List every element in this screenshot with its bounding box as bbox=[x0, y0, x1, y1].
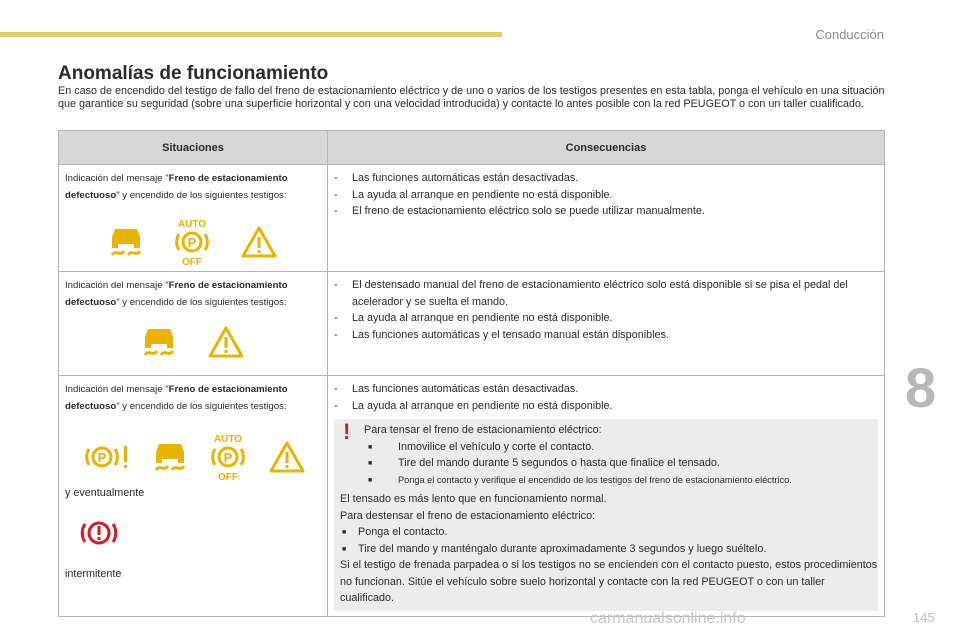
off-label: OFF bbox=[218, 472, 238, 481]
auto-park-brake-icon bbox=[170, 218, 214, 266]
header-accent-bar bbox=[0, 32, 502, 37]
situation-suffix: " y encendido de los siguientes testigos: bbox=[116, 297, 287, 308]
situation-prefix: Indicación del mensaje " bbox=[65, 280, 169, 291]
col-consecuencias: Consecuencias bbox=[328, 131, 885, 165]
consequence-cell bbox=[328, 272, 885, 376]
park-brake-fault-icon bbox=[80, 440, 134, 474]
step-item: ■ Ponga el contacto. bbox=[340, 524, 878, 541]
p-label: P bbox=[223, 450, 233, 465]
situation-cell bbox=[59, 272, 328, 376]
warning-lamps bbox=[65, 325, 321, 359]
list-item: - La ayuda al arranque en pendiente no está disponible. bbox=[334, 187, 878, 204]
situation-prefix: Indicación del mensaje " bbox=[65, 173, 169, 184]
list-item: - Las funciones automáticas están desactivadas. bbox=[334, 170, 878, 187]
list-item: - El destensado manual del freno de estacionamiento eléctrico solo está disponible si se pisa el pedal del acelerador y se suelta el mando. bbox=[334, 277, 878, 310]
release-instructions bbox=[334, 491, 878, 611]
brake-warning-lamp bbox=[79, 516, 321, 556]
table-row bbox=[59, 272, 885, 376]
off-label: OFF bbox=[182, 257, 202, 266]
table-header-row bbox=[59, 131, 885, 165]
p-label: P bbox=[187, 235, 197, 250]
list-item: - La ayuda al arranque en pendiente no está disponible. bbox=[334, 310, 878, 327]
warning-triangle-icon bbox=[240, 225, 278, 259]
brake-fault-red-icon bbox=[79, 516, 119, 550]
list-item: - Las funciones automáticas y el tensado manual están disponibles. bbox=[334, 327, 878, 344]
skid-car-icon bbox=[141, 325, 177, 359]
situation-prefix: Indicación del mensaje " bbox=[65, 384, 169, 395]
intro-paragraph: En caso de encendido del testigo de fallo del freno de estacionamiento eléctrico y de uno o varios de los testigos presentes en esta tabla, ponga el vehículo en una situación que garantice su seguridad (sobre una superficie horizontal y con una velocidad introducida) y contacte lo antes posible con la red PEUGEOT o con un taller cualificado. bbox=[58, 85, 885, 110]
situation-suffix: " y encendido de los siguientes testigos: bbox=[116, 401, 287, 412]
warning-triangle-icon bbox=[207, 325, 245, 359]
auto-park-brake-icon bbox=[206, 433, 250, 481]
watermark: carmanualsonline.info bbox=[590, 610, 746, 627]
situation-cell bbox=[59, 165, 328, 272]
step-item: ■ Tire del mando durante 5 segundos o hasta que finalice el tensado. bbox=[364, 455, 872, 472]
info-line: El tensado es más lento que en funcionamiento normal. bbox=[340, 493, 607, 505]
situation-cell bbox=[59, 376, 328, 617]
info-line: Para destensar el freno de estacionamiento eléctrico: bbox=[340, 509, 596, 522]
table-row bbox=[59, 165, 885, 272]
warning-box bbox=[334, 419, 878, 491]
eventualmente-label: y eventualmente bbox=[65, 487, 145, 499]
anomalies-table bbox=[58, 130, 885, 617]
warning-lamps bbox=[65, 218, 321, 266]
step-item: ■ Tire del mando y manténgalo durante aproximadamente 3 segundos y luego suéltelo. bbox=[340, 541, 878, 558]
exclamation-icon: ! bbox=[343, 419, 351, 444]
message-name: Freno de estacionamiento defectuoso bbox=[65, 173, 288, 201]
list-item: - El freno de estacionamiento eléctrico solo se puede utilizar manualmente. bbox=[334, 203, 878, 220]
situation-suffix: " y encendido de los siguientes testigos: bbox=[116, 190, 287, 201]
page-number: 145 bbox=[913, 610, 935, 625]
skid-car-icon bbox=[152, 440, 188, 474]
section-title: Conducción bbox=[815, 27, 884, 42]
warning-lamps bbox=[65, 433, 321, 481]
p-label: P bbox=[97, 450, 107, 465]
consequence-cell bbox=[328, 376, 885, 617]
page-title: Anomalías de funcionamiento bbox=[58, 63, 329, 84]
closing-note: Si el testigo de frenada parpadea o si los testigos no se encienden con el contacto puesto, estos procedimientos no funcionan. Sitúe el vehículo sobre suelo horizontal y contacte con la red PEUGEOT o con un taller cualificado. bbox=[340, 559, 878, 604]
table-row bbox=[59, 376, 885, 617]
list-item: - La ayuda al arranque en pendiente no está disponible. bbox=[334, 398, 878, 415]
auto-label: AUTO bbox=[213, 434, 243, 445]
intermitente-label: intermitente bbox=[65, 568, 122, 580]
skid-car-icon bbox=[108, 225, 144, 259]
chapter-number: 8 bbox=[905, 356, 937, 419]
warning-lead: Para tensar el freno de estacionamiento eléctrico: bbox=[364, 424, 602, 436]
step-item: ■ Inmovilice el vehículo y corte el contacto. bbox=[364, 439, 872, 456]
step-item: ■ Ponga el contacto y verifique el encendido de los testigos del freno de estacionamiento eléctrico. bbox=[364, 472, 872, 489]
message-name: Freno de estacionamiento defectuoso bbox=[65, 280, 288, 308]
col-situaciones: Situaciones bbox=[59, 131, 328, 165]
message-name: Freno de estacionamiento defectuoso bbox=[65, 384, 288, 412]
list-item: - Las funciones automáticas están desactivadas. bbox=[334, 381, 878, 398]
consequence-cell bbox=[328, 165, 885, 272]
auto-label: AUTO bbox=[177, 219, 207, 230]
warning-triangle-icon bbox=[268, 440, 306, 474]
